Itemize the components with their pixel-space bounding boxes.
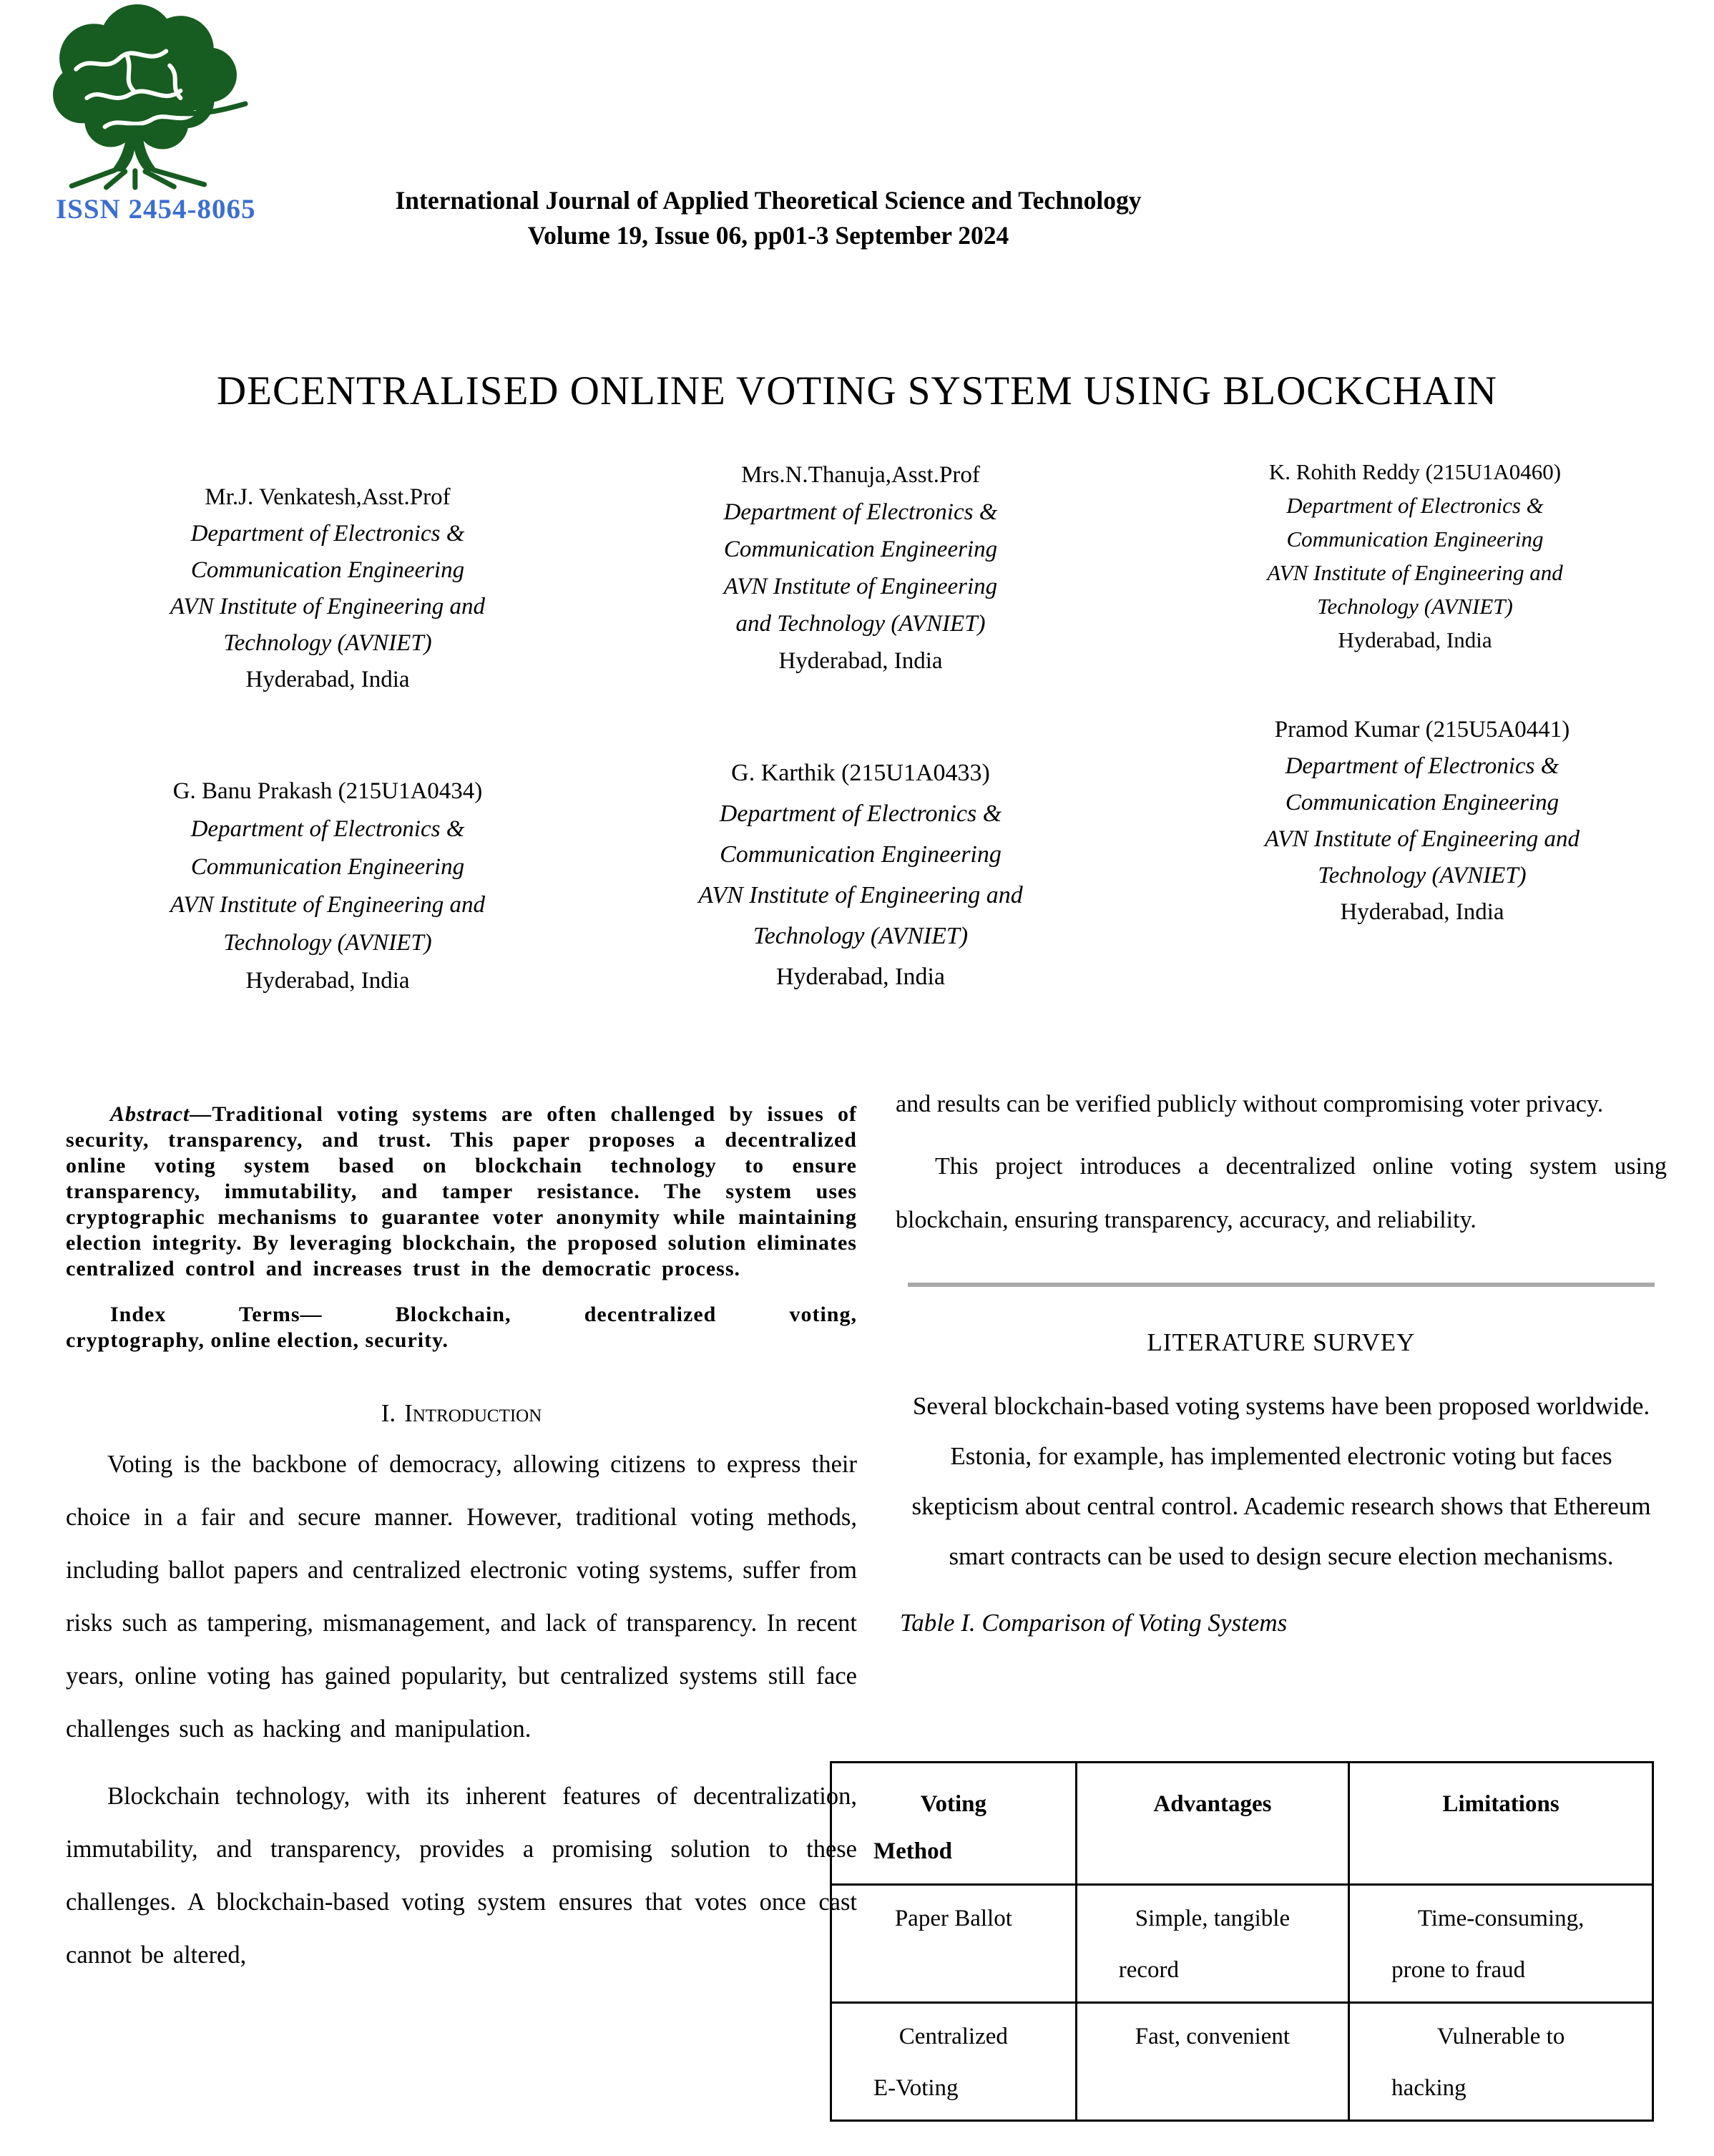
author-affiliation-line: Department of Electronics &	[1285, 753, 1559, 779]
section-numeral: I.	[381, 1399, 396, 1427]
author-affiliation-line: Department of Electronics &	[723, 499, 998, 525]
index-terms-line: cryptography, online election, security.	[66, 1328, 449, 1352]
author-block	[1165, 712, 1680, 931]
author-affiliation-line: Department of Electronics &	[719, 800, 1002, 827]
author-affiliation-line: AVN Institute of Engineering	[723, 574, 998, 599]
left-column	[66, 1102, 857, 1981]
cell-method	[831, 2003, 1077, 2121]
author-name: G. Karthik (215U1A0433)	[731, 760, 990, 786]
project-paragraph: This project introduces a decentralized online voting system using blockchain, ensuring transparency, accuracy, and reliability.	[896, 1153, 1667, 1233]
author-affiliation-line: Communication Engineering	[723, 536, 998, 562]
header-line: Voting	[920, 1791, 987, 1817]
cell-line: Vulnerable to	[1436, 2024, 1565, 2049]
cell-line: hacking	[1391, 2075, 1466, 2101]
author-name: Mr.J. Venkatesh,Asst.Prof	[205, 484, 451, 510]
author-affiliation-line: Communication Engineering	[1285, 790, 1559, 815]
cell-advantages	[1076, 2003, 1348, 2121]
cell-advantages	[1076, 1885, 1348, 2003]
author-affiliation-line: AVN Institute of Engineering and	[170, 892, 486, 918]
index-terms	[66, 1302, 857, 1353]
section-divider	[908, 1283, 1655, 1287]
author-affiliation-line: Communication Engineering	[190, 557, 465, 583]
journal-header	[278, 183, 1259, 253]
author-city: Hyderabad, India	[245, 667, 410, 692]
author-name: G. Banu Prakash (215U1A0434)	[172, 778, 483, 804]
author-affiliation-line: Department of Electronics &	[190, 816, 465, 842]
author-block	[77, 773, 578, 1000]
header-line: Limitations	[1442, 1791, 1559, 1817]
literature-survey-text: Several blockchain-based voting systems have been proposed worldwide. Estonia, for example, has implemented electronic voting but faces skepticism about central control. Academic research shows that Ethereum smart contracts can be used to design secure election mechanisms.	[911, 1392, 1651, 1570]
cell-limitations	[1349, 1885, 1653, 2003]
cell-line: Paper Ballot	[894, 1906, 1012, 1931]
author-affiliation-line: AVN Institute of Engineering and	[698, 882, 1023, 908]
author-city: Hyderabad, India	[1340, 899, 1504, 925]
journal-tree-logo-icon	[23, 4, 273, 192]
right-column	[896, 1077, 1667, 1637]
header-cell-advantages	[1076, 1763, 1348, 1885]
author-affiliation-line: Technology (AVNIET)	[223, 930, 432, 956]
author-city: Hyderabad, India	[1338, 627, 1492, 652]
table-header-row	[831, 1763, 1653, 1885]
author-city: Hyderabad, India	[778, 648, 943, 674]
voting-comparison-table	[830, 1761, 1654, 2122]
index-terms-line: Index Terms— Blockchain, decentralized voting,	[110, 1303, 857, 1326]
header-line: Method	[873, 1838, 952, 1864]
author-affiliation-line: Technology (AVNIET)	[753, 923, 969, 949]
journal-issue: Volume 19, Issue 06, pp01-3 September 2024	[527, 221, 1009, 250]
table-row	[831, 2003, 1653, 2121]
author-name: Mrs.N.Thanuja,Asst.Prof	[741, 462, 980, 488]
cell-line: Centralized	[898, 2024, 1008, 2049]
header-cell-limitations	[1349, 1763, 1653, 1885]
author-block	[1165, 455, 1665, 657]
author-name: K. Rohith Reddy (215U1A0460)	[1268, 459, 1562, 484]
introduction-paragraph-2: Blockchain technology, with its inherent features of decentralization, immutability, and transparency, provides a promising solution to these challenges. A blockchain-based voting system ensures that votes once cast cannot be altered,	[66, 1783, 857, 1969]
section-title: Introduction	[404, 1399, 542, 1427]
introduction-heading	[66, 1399, 857, 1428]
author-affiliation-line: Technology (AVNIET)	[1318, 863, 1527, 888]
cell-line: Time-consuming,	[1417, 1906, 1585, 1931]
author-block	[77, 479, 578, 698]
table-row	[831, 1885, 1653, 2003]
cell-line: Fast, convenient	[1135, 2024, 1291, 2049]
introduction-paragraph-1: Voting is the backbone of democracy, allowing citizens to express their choice in a fair and secure manner. However, traditional voting methods, including ballot papers and centralized electronic voting systems, suffer from risks such as tampering, mismanagement, and lack of transparency. In recent years, online voting has gained popularity, but centralized systems still face challenges such as hacking and manipulation.	[66, 1451, 857, 1743]
header-line: Advantages	[1153, 1791, 1272, 1817]
cell-line: E-Voting	[873, 2075, 959, 2101]
author-affiliation-line: Department of Electronics &	[1286, 493, 1544, 518]
author-affiliation-line: Technology (AVNIET)	[1317, 594, 1513, 619]
author-affiliation-line: Technology (AVNIET)	[223, 630, 432, 656]
cell-method	[831, 1885, 1077, 2003]
author-affiliation-line: AVN Institute of Engineering and	[170, 594, 486, 619]
author-city: Hyderabad, India	[245, 968, 410, 994]
author-name: Pramod Kumar (215U5A0441)	[1274, 717, 1570, 743]
author-affiliation-line: Communication Engineering	[1286, 526, 1544, 552]
author-affiliation-line: Communication Engineering	[720, 841, 1002, 868]
header-cell-voting-method	[831, 1763, 1077, 1885]
author-city: Hyderabad, India	[775, 964, 945, 990]
author-affiliation-line: AVN Institute of Engineering and	[1264, 826, 1580, 852]
author-affiliation-line: AVN Institute of Engineering and	[1267, 560, 1563, 585]
literature-survey-heading: LITERATURE SURVEY	[1147, 1328, 1416, 1356]
abstract-label: Abstract—	[110, 1102, 212, 1126]
continuation-paragraph: and results can be verified publicly without compromising voter privacy.	[896, 1091, 1604, 1117]
issn-number: ISSN 2454-8065	[56, 194, 256, 225]
cell-limitations	[1349, 2003, 1653, 2121]
table-caption: Table I. Comparison of Voting Systems	[900, 1609, 1288, 1637]
cell-line: prone to fraud	[1391, 1957, 1526, 1983]
author-affiliation-line: and Technology (AVNIET)	[735, 611, 986, 637]
cell-line: record	[1118, 1957, 1179, 1983]
author-block	[610, 456, 1111, 680]
journal-title: International Journal of Applied Theoretical Science and Technology	[395, 186, 1142, 215]
paper-title: DECENTRALISED ONLINE VOTING SYSTEM USING BLOCKCHAIN	[217, 368, 1497, 413]
author-affiliation-line: Department of Electronics &	[190, 521, 465, 547]
author-block	[610, 753, 1111, 997]
cell-line: Simple, tangible	[1135, 1906, 1291, 1931]
author-affiliation-line: Communication Engineering	[190, 854, 465, 880]
abstract	[66, 1102, 857, 1282]
abstract-text: Traditional voting systems are often challenged by issues of security, transparency, and trust. This paper proposes a decentralized online voting system based on blockchain technology to ensure transparency, immutability, and tamper resistance. The system uses cryptographic mechanisms to guarantee voter anonymity while maintaining election integrity. By leveraging blockchain, the proposed solution eliminates centralized control and increases trust in the democratic process.	[66, 1102, 857, 1280]
